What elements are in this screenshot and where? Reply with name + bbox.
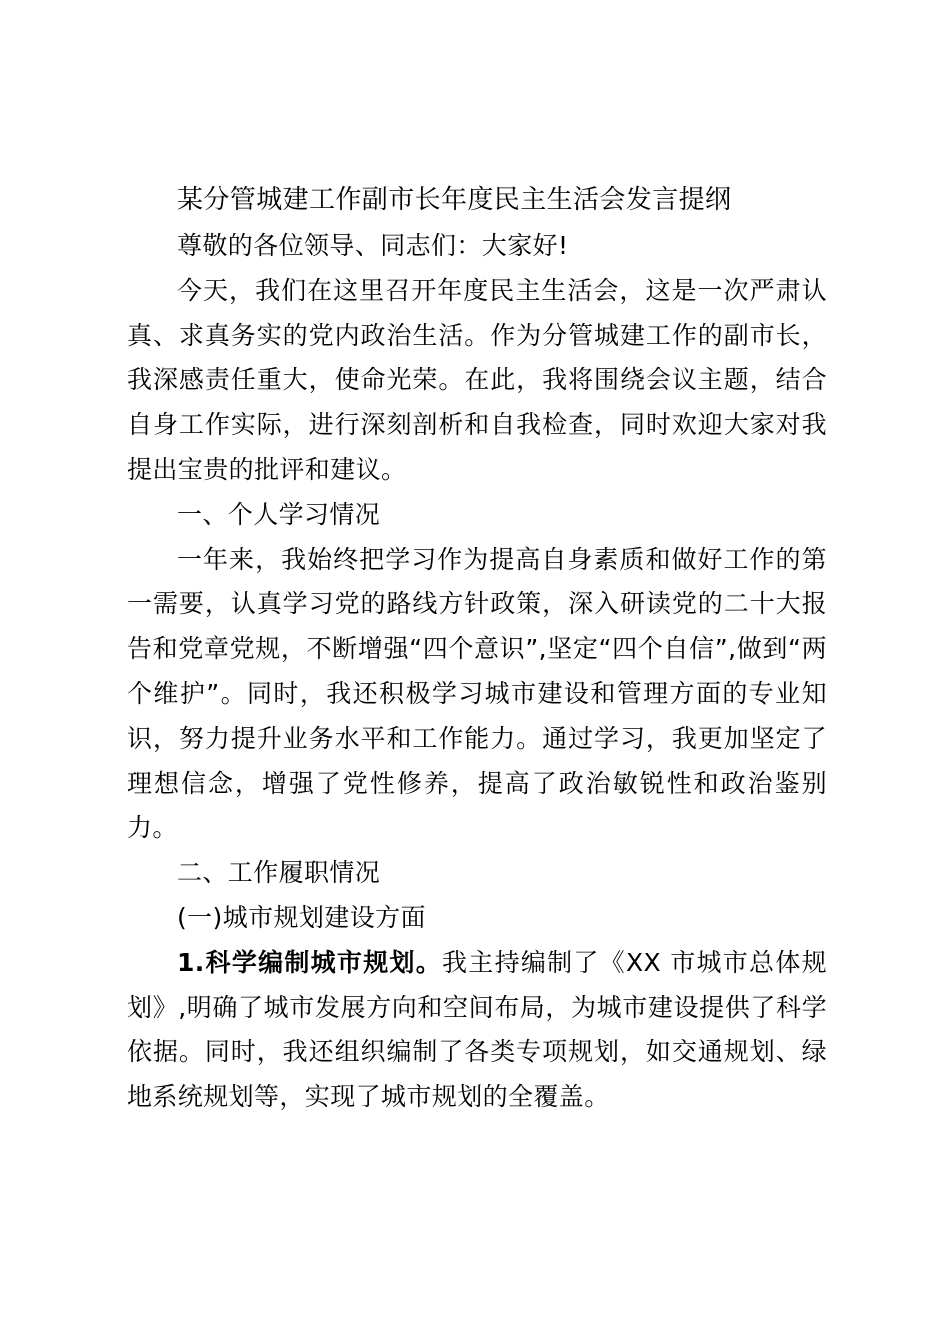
item1-lead: 1.科学编制城市规划。 [177, 947, 443, 977]
item1-body: 我主持编制了《XX 市城市总体规划》,明确了城市发展方向和空间布局，为城市建设提供了科学依据。同时，我还组织编制了各类专项规划，如交通规划、绿地系统规划等，实现了城市规划的全覆盖。 [127, 947, 827, 1112]
intro-paragraph: 今天，我们在这里召开年度民主生活会，这是一次严肃认真、求真务实的党内政治生活。作为分管城建工作的副市长，我深感责任重大，使命光荣。在此，我将围绕会议主题，结合自身工作实际，进行深刻剖析和自我检查，同时欢迎大家对我提出宝贵的批评和建议。 [127, 275, 827, 484]
section1-body: 一年来，我始终把学习作为提高自身素质和做好工作的第一需要，认真学习党的路线方针政策，深入研读党的二十大报告和党章党规，不断增强“四个意识”,坚定“四个自信”,做到“两个维护”。同时，我还积极学习城市建设和管理方面的专业知识，努力提升业务水平和工作能力。通过学习，我更加坚定了理想信念，增强了党性修养，提高了政治敏锐性和政治鉴别力。 [127, 544, 827, 843]
item1-paragraph [127, 941, 827, 1120]
section1-heading: 一、个人学习情况 [177, 499, 381, 529]
document-title: 某分管城建工作副市长年度民主生活会发言提纲 [177, 185, 732, 215]
section2-subheading: (一)城市规划建设方面 [177, 902, 426, 932]
document-content [127, 176, 827, 1120]
greeting-paragraph: 尊敬的各位领导、同志们：大家好! [177, 231, 569, 260]
section2-heading: 二、工作履职情况 [177, 858, 381, 888]
